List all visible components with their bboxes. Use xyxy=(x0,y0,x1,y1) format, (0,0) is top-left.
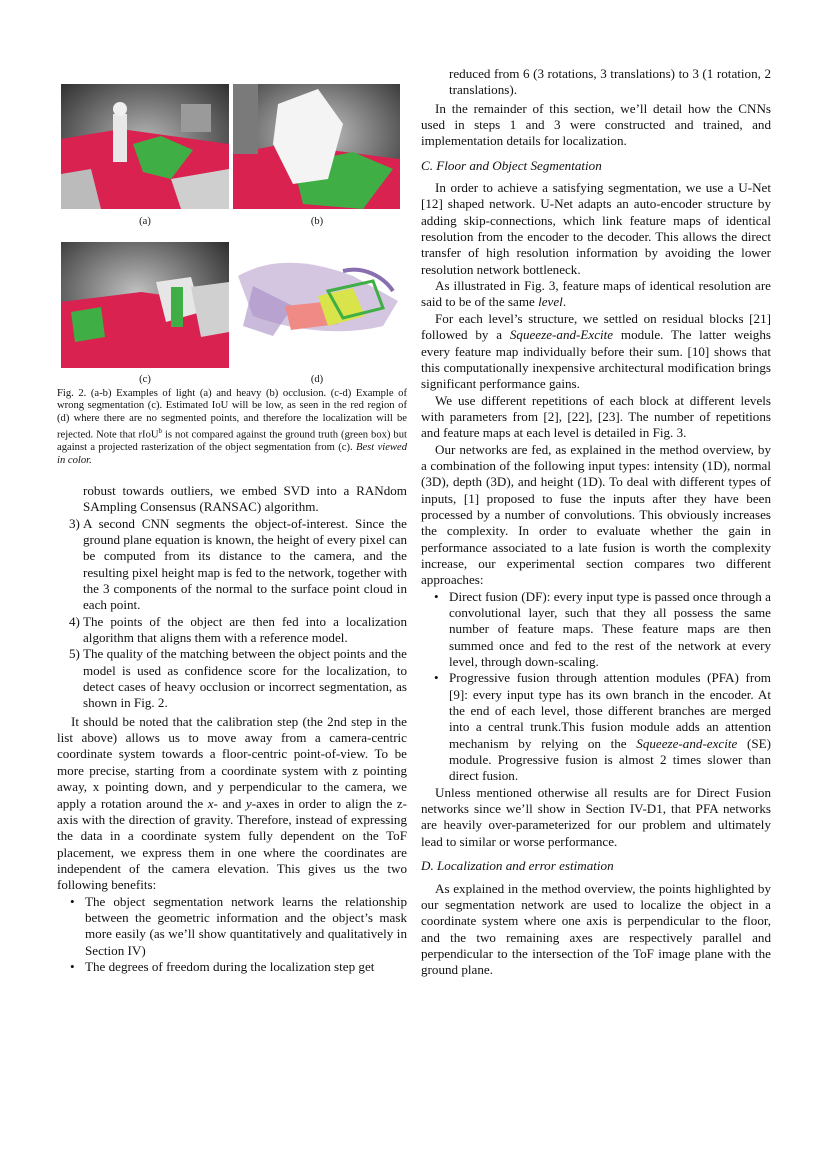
figure-panel-a xyxy=(61,84,229,209)
panel-label-c: (c) xyxy=(139,374,151,385)
figure-caption: Fig. 2. (a-b) Examples of light (a) and heavy (b) occlusion. (c-d) Example of wrong segmentation (c). Estimated IoU will be low, as seen in the red region of (d) where there are no segmented points, and therefore the localization will be rejected. Note that rIoU$^b$ is not compared against the ground truth (green box) but against a projected rasterization of the object segmentation from (c). Best viewed in color. xyxy=(57,388,407,466)
section-heading-c: C. Floor and Object Segmentation xyxy=(421,157,602,173)
figure-panel-c xyxy=(61,242,229,368)
panel-label-d: (d) xyxy=(310,374,324,385)
left-column xyxy=(57,66,407,975)
list-item: • The degrees of freedom during the localization step get xyxy=(70,958,375,974)
approaches-list xyxy=(421,589,771,785)
paragraph-residual: For each level’s structure, we settled on residual blocks [21] followed by a Squeeze-and-Excite module. The latter weighs every feature map individually before their sum. [10] shows that this computationally inexpensive architectural modification brings significant performance gains. xyxy=(421,310,771,392)
panel-label-a: (a) xyxy=(139,216,151,227)
paragraph-unet: In order to achieve a satisfying segmentation, we use a U-Net [12] shaped network. U-Net adapts an auto-encoder structure by adding skip-connections, which link feature maps of identical resolution from the encoder to the decoder. This allows the direct transfer of high resolution information by avoiding the lower resolution network bottleneck. xyxy=(421,180,771,277)
figure-2 xyxy=(57,66,407,384)
right-column xyxy=(421,66,771,979)
step2-continuation: robust towards outliers, we embed SVD into a RANdom SAmpling Consensus (RANSAC) algorithm. xyxy=(83,482,407,515)
section-heading-d: D. Localization and error estimation xyxy=(421,858,614,874)
list-item: • Direct fusion (DF): every input type is passed once through a convolutional layer, such that they all possess the same number of feature maps. These feature maps are then summed once and fed to the rest of the network at every level, through down-scaling. xyxy=(434,588,771,670)
steps-list xyxy=(57,516,407,712)
figure-panel-b xyxy=(233,84,400,209)
benefits-list xyxy=(57,894,407,976)
list-item: 3) A second CNN segments the object-of-interest. Since the ground plane equation is known, the height of every pixel can be computed from its distance to the camera, and the resulting pixel height map is fed to the network, together with the 3 components of the normal to the surface point cloud in each point. xyxy=(69,515,407,613)
paragraph-repetitions: We use different repetitions of each block at different levels with parameters from [2], [22], [23]. The number of repetitions and feature maps at each level is detailed in Fig. 3. xyxy=(421,392,771,441)
paragraph-level: As illustrated in Fig. 3, feature maps of identical resolution are said to be of the same level. xyxy=(421,278,771,310)
list-item: 4) The points of the object are then fed into a localization algorithm that aligns them with a reference model. xyxy=(69,613,407,646)
paragraph-direct-fusion: Unless mentioned otherwise all results are for Direct Fusion networks since we’ll show in Section IV-D1, that PFA networks are heavily over-parameterized for our problem and ultimately lead to similar or worse performance. xyxy=(421,784,771,849)
figure-panel-d xyxy=(233,246,400,368)
panel-label-b: (b) xyxy=(310,216,324,227)
list-item: • The object segmentation network learns the relationship between the geometric information and the object’s mask more easily (as we’ll show quantitatively and qualitatively in Section IV) xyxy=(70,893,407,958)
paragraph-localization: As explained in the method overview, the points highlighted by our segmentation network are used to localize the object in a coordinate system where one axis is perpendicular to the floor, and the two remaining axes are respectively parallel and perpendicular to the intersection of the ToF image plane with the ground plane. xyxy=(421,880,771,978)
list-item: • Progressive fusion through attention modules (PFA) from [9]: every input type has its own branch in the encoder. At the end of each level, those different branches are merged into a central trunk.This fusion module adds an attention mechanism by relying on the Squeeze-and-excite (SE) module. Progressive fusion is almost 2 times slower than direct fusion. xyxy=(434,670,771,784)
benefit-continuation: reduced from 6 (3 rotations, 3 translations) to 3 (1 rotation, 2 translations). xyxy=(449,66,771,98)
paragraph-inputs: Our networks are fed, as explained in the method overview, by a combination of the following input types: intensity (1D), normal (3D), depth (3D), and height (1D). To deal with different types of inputs, [1] proposed to fuse the inputs after they have been processed by a number of convolutions. This obviously increases the complexity. In order to evaluate whether the gain in performance associated to a late fusion is worth the complexity increase, our experimental section compares two different approaches: xyxy=(421,441,771,588)
list-item: 5) The quality of the matching between the object points and the model is used as confidence score for the localization, to detect cases of heavy occlusion or incorrect segmentation, as shown in Fig. 2. xyxy=(69,646,407,711)
paragraph-calibration: It should be noted that the calibration step (the 2nd step in the list above) allows us to move away from a camera-centric coordinate system towards a floor-centric point-of-view. To be more precise, starting from a coordinate system with z pointing away, x pointing down, and y perpendicular to the camera, we apply a rotation around the x- and y-axes in order to align the z-axis with the direction of gravity. Therefore, instead of expressing the data in a coordinate system fully dependent on the ToF placement, we express them in one where the coordinates are independent of the camera elevation. This gives us the two following benefits: xyxy=(57,713,407,893)
paragraph-remainder: In the remainder of this section, we’ll detail how the CNNs used in steps 1 and 3 were constructed and trained, and implementation details for localization. xyxy=(421,100,771,149)
